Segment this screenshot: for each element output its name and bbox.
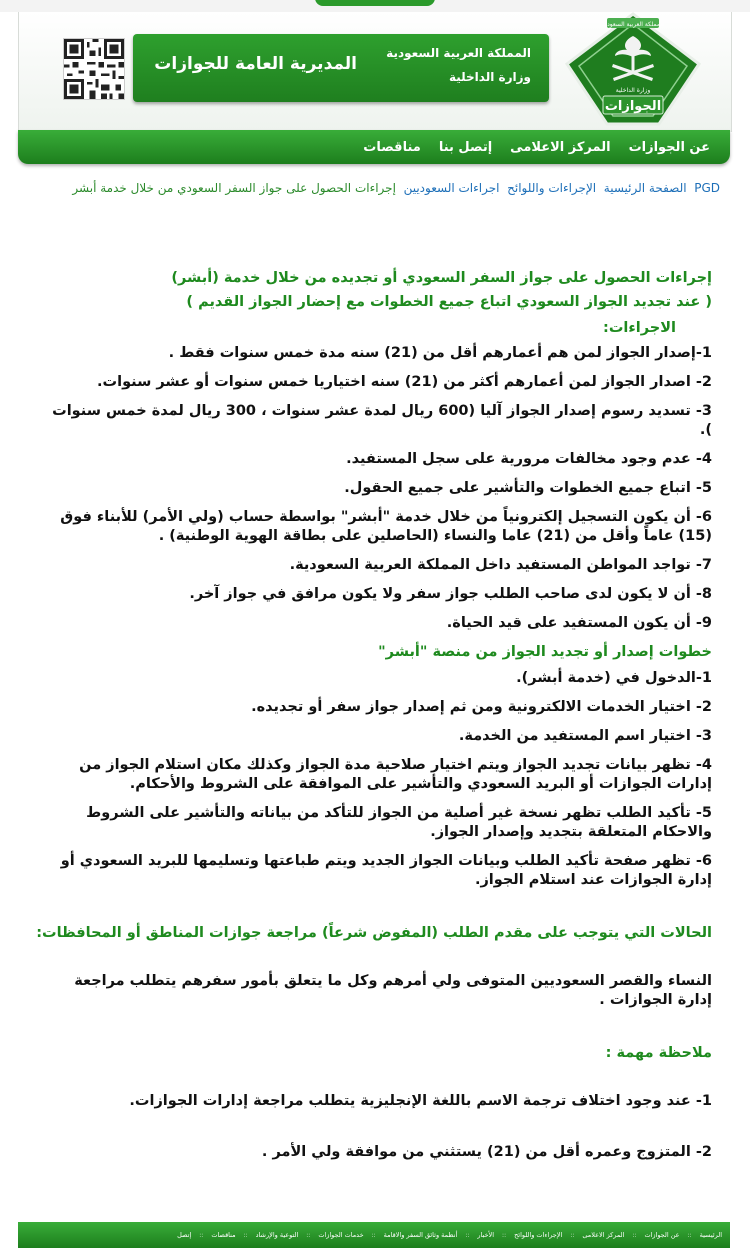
breadcrumb-pgd[interactable]: PGD [694,181,720,195]
cases-text: النساء والقصر السعوديين المتوفى ولي أمرهم وكل ما يتعلق بأمور سفرهم يتطلب مراجعة إدارة الجوازات . [74,973,712,1008]
nav-item-tenders[interactable]: مناقصات [363,139,421,155]
nav-item-about[interactable]: عن الجوازات [628,139,710,155]
procedure-item: 8- أن لا يكون لدى صاحب الطلب جواز سفر ولا يكون مرافق في جواز آخر. [189,586,712,602]
breadcrumb-home[interactable]: الصفحة الرئيسية [603,181,687,195]
procedures-label: الاجراءات: [603,320,676,336]
footer-link-tenders[interactable]: مناقصات [211,1231,236,1239]
breadcrumb [40,176,720,200]
jawazat-emblem-logo [563,12,703,130]
nav-item-media-center[interactable]: المركز الاعلامى [510,139,611,155]
step-item: 5- تأكيد الطلب تظهر نسخة غير أصلية من الجواز للتأكد من بياناته والتأشير على الشروط والاحكام المتعلقة بتجديد وإصدار الجواز. [86,805,712,840]
footer-link-about[interactable]: عن الجوازات [644,1231,680,1239]
procedure-item: 3- تسديد رسوم إصدار الجواز آليا (600 ريال لمدة عشر سنوات ، 300 ريال لمدة خمس سنوات ). [52,403,712,438]
note-item: 1- عند وجود اختلاف ترجمة الاسم باللغة الإنجليزية يتطلب مراجعة إدارات الجوازات. [129,1093,712,1109]
footer-nav: الرئيسية :: عن الجوازات :: المركز الاعلامى :: الإجراءات واللوائح :: الأخبار :: أنظمة وثائق السفر والاقامة :: خدمات الجوازات :: التوعية والإرشاد :: مناقصات :: إتصل [18,1222,730,1248]
footer-link-regulations[interactable]: الإجراءات واللوائح [514,1231,563,1239]
footer-link-contact[interactable]: إتصل [177,1231,192,1239]
procedure-item: 9- أن يكون المستفيد على قيد الحياة. [446,615,712,631]
procedure-item: 5- اتباع جميع الخطوات والتأشير على جميع الحقول. [344,480,712,496]
qr-code-icon [63,38,125,100]
procedure-item: 7- تواجد المواطن المستفيد داخل المملكة العربية السعودية. [289,557,712,573]
page-title: إجراءات الحصول على جواز السفر السعودي أو تجديده من خلال خدمة (أبشر) [171,270,712,286]
breadcrumb-current: إجراءات الحصول على جواز السفر السعودي من خلال خدمة أبشر [72,181,396,195]
nav-item-contact[interactable]: إتصل بنا [438,139,493,155]
step-item: 1-الدخول في (خدمة أبشر). [516,670,712,686]
steps-title: خطوات إصدار أو تجديد الجواز من منصة "أبشر" [378,644,712,660]
kingdom-name: المملكة العربية السعودية [386,46,531,60]
footer-link-travel-systems[interactable]: أنظمة وثائق السفر والاقامة [383,1231,458,1239]
step-item: 4- تظهر بيانات تجديد الجواز ويتم اختيار صلاحية مدة الجواز وكذلك مكان استلام الجواز من إدارات الجوازات أو البريد السعودي والتأشير على الموافقة على الشروط والأحكام. [79,757,712,792]
article-content [36,266,712,1172]
agency-title: المديرية العامة للجوازات [154,54,357,74]
breadcrumb-saudi-procedures[interactable]: اجراءات السعوديين [403,181,500,195]
step-item: 3- اختيار اسم المستفيد من الخدمة. [458,728,712,744]
breadcrumb-regulations[interactable]: الإجراءات واللوائح [507,181,597,195]
step-item: 6- تظهر صفحة تأكيد الطلب وبيانات الجواز الجديد ويتم طباعتها وتسليمها للبريد السعودي أو إدارة الجوازات عند استلام الجواز. [60,853,712,888]
top-strip [0,0,750,12]
procedure-item: 4- عدم وجود مخالفات مرورية على سجل المستفيد. [346,451,712,467]
site-header [18,12,732,132]
procedure-item: 2- اصدار الجواز لمن أعمارهم أكثر من (21) سنه اختياريا خمس سنوات أو عشر سنوات. [97,374,712,390]
main-nav [18,130,730,164]
footer-link-home[interactable]: الرئيسية [699,1231,722,1239]
footer-link-media[interactable]: المركز الاعلامى [582,1231,625,1239]
svg-text:المملكة العربية السعودية: المملكة العربية السعودية [602,21,664,28]
cases-title: الحالات التي يتوجب على مقدم الطلب (المفوض شرعاً) مراجعة جوازات المناطق أو المحافظات: [36,925,712,941]
page-subtitle: ( عند تجديد الجواز السعودي اتباع جميع الخطوات مع إحضار الجواز القديم ) [186,294,712,310]
agency-banner [133,34,549,102]
footer-link-news[interactable]: الأخبار [477,1231,495,1239]
top-pill [315,0,435,6]
footer-link-services[interactable]: خدمات الجوازات [318,1231,364,1239]
footer-link-awareness[interactable]: التوعية والإرشاد [255,1231,299,1239]
note-item: 2- المتزوج وعمره أقل من (21) يستثني من موافقة ولي الأمر . [261,1144,712,1160]
emblem-label: الجوازات [604,99,662,114]
svg-text:وزارة الداخلية: وزارة الداخلية [615,87,651,94]
procedure-item: 1-إصدار الجواز لمن هم أعمارهم أقل من (21) سنه مدة خمس سنوات فقط . [168,345,712,361]
procedure-item: 6- أن يكون التسجيل إلكترونياً من خلال خدمة "أبشر" بواسطة حساب (ولي الأمر) للأبناء فوق (15) عاماً وأقل من (21) عاما والنساء (الحاصلين على بطاقة الهوية الوطنية) . [60,509,712,544]
step-item: 2- اختيار الخدمات الالكترونية ومن ثم إصدار جواز سفر أو تجديده. [251,699,712,715]
notes-title: ملاحظة مهمة : [605,1045,712,1061]
ministry-name: وزارة الداخلية [448,70,531,84]
